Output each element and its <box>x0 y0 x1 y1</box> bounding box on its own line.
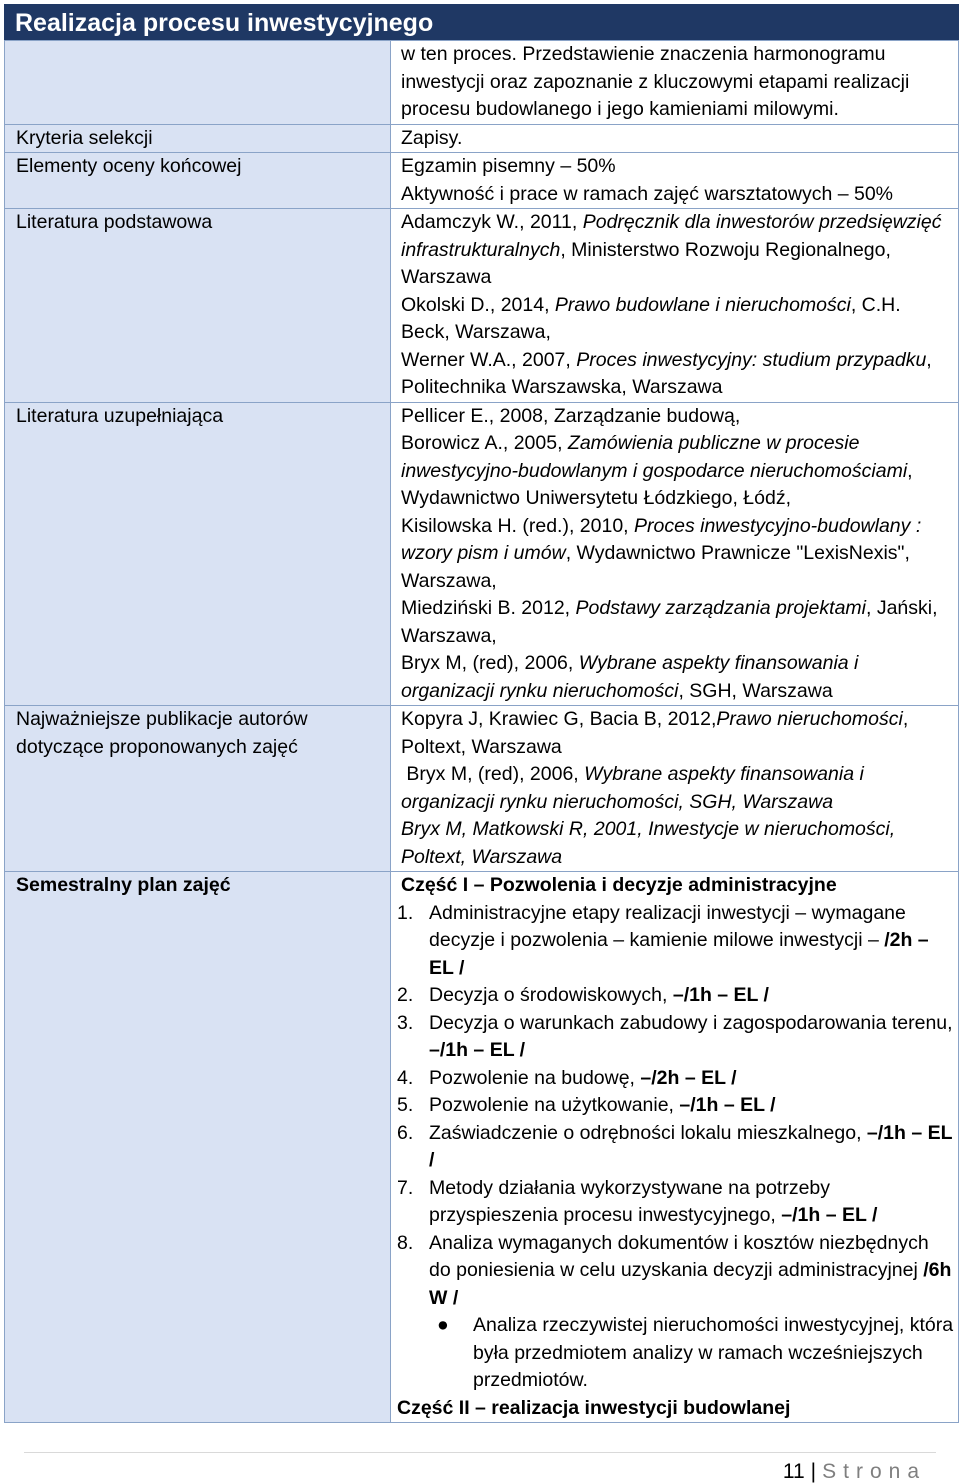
section-title: Realizacja procesu inwestycyjnego <box>4 4 959 40</box>
table-row <box>5 209 959 403</box>
table-row <box>5 872 959 1423</box>
kryteria-label: Kryteria selekcji <box>5 124 391 153</box>
elementy-line: Aktywność i prace w ramach zajęć warsztatowych – 50% <box>401 182 894 205</box>
list-item: 5. Pozwolenie na użytkowanie, –/1h – EL / <box>397 1094 776 1116</box>
table-row <box>5 153 959 209</box>
elementy-line: Egzamin pisemny – 50% <box>401 155 616 177</box>
plan-value <box>391 872 959 1423</box>
table-row <box>5 41 959 125</box>
reference-entry: Kopyra J, Krawiec G, Bacia B, 2012,Prawo nieruchomości, Poltext, Warszawa <box>401 708 909 758</box>
publikacje-value <box>391 706 959 872</box>
elementy-value <box>391 153 959 209</box>
table-row <box>5 402 959 706</box>
reference-entry: Bryx M, (red), 2006, Wybrane aspekty finansowania i organizacji rynku nieruchomości, SGH, Warszawa <box>401 652 859 702</box>
table-row <box>5 124 959 153</box>
reference-entry: Bryx M, Matkowski R, 2001, Inwestycje w nieruchomości, Poltext, Warszawa <box>401 818 896 868</box>
kryteria-value: Zapisy. <box>391 124 959 153</box>
lit-uzup-value <box>391 402 959 706</box>
footer-divider <box>24 1452 936 1453</box>
reference-entry: Kisilowska H. (red.), 2010, Proces inwestycyjno-budowlany : wzory pism i umów, Wydawnictwo Prawnicze "LexisNexis", Warszawa, <box>401 514 922 592</box>
reference-entry: Borowicz A., 2005, Zamówienia publiczne w procesie inwestycyjno-budowlanym i gospodarce nieruchomościami, Wydawnictwo Uniwersytetu Łódzkiego, Łódź, <box>401 432 913 509</box>
publikacje-label: Najważniejsze publikacje autorów dotyczące proponowanych zajęć <box>5 706 391 872</box>
elementy-label: Elementy oceny końcowej <box>5 153 391 209</box>
list-item: 8. Analiza wymaganych dokumentów i kosztów niezbędnych do poniesienia w celu uzyskania decyzji administracyjnej /6h W / <box>397 1231 952 1309</box>
plan-part-heading: Część I – Pozwolenia i decyzje administracyjne <box>401 874 837 896</box>
list-item: 7. Metody działania wykorzystywane na potrzeby przyspieszenia procesu inwestycyjnego, –/1h – EL / <box>397 1176 878 1226</box>
syllabus-table <box>4 40 959 1423</box>
page-number: 11 | Strona <box>782 1460 926 1483</box>
plan-part-heading: Część II – realizacja inwestycji budowlanej <box>397 1396 791 1419</box>
list-item: 3. Decyzja o warunkach zabudowy i zagospodarowania terenu, –/1h – EL / <box>397 1011 953 1061</box>
reference-entry: Adamczyk W., 2011, Podręcznik dla inwestorów przedsięwzięć infrastrukturalnych, Ministerstwo Rozwoju Regionalnego, Warszawa <box>401 211 942 288</box>
list-item: 4. Pozwolenie na budowę, –/2h – EL / <box>397 1066 737 1089</box>
reference-entry: Pellicer E., 2008, Zarządzanie budową, <box>401 404 741 427</box>
bullet-item: ● Analiza rzeczywistej nieruchomości inwestycyjnej, która była przedmiotem analizy w ramach wcześniejszych przedmiotów. <box>397 1312 954 1395</box>
table-row <box>5 706 959 872</box>
reference-entry: Bryx M, (red), 2006, Wybrane aspekty finansowania i organizacji rynku nieruchomości, SGH, Warszawa <box>401 763 864 813</box>
plan-label: Semestralny plan zajęć <box>5 872 391 1423</box>
label-cell <box>5 41 391 125</box>
list-item: 1. Administracyjne etapy realizacji inwestycji – wymagane decyzje i pozwolenia – kamienie milowe inwestycji – /2h – EL / <box>397 901 929 979</box>
list-item: 2. Decyzja o środowiskowych, –/1h – EL / <box>397 984 769 1006</box>
reference-entry: Miedziński B. 2012, Podstawy zarządzania projektami, Jański, Warszawa, <box>401 597 938 647</box>
list-item: 6. Zaświadczenie o odrębności lokalu mieszkalnego, –/1h – EL / <box>397 1121 953 1171</box>
bullet-icon: ● <box>437 1314 449 1336</box>
intro-cell: w ten proces. Przedstawienie znaczenia harmonogramu inwestycji oraz zapoznanie z kluczowymi etapami realizacji procesu budowlanego i jego kamieniami milowymi. <box>391 41 959 125</box>
lit-podst-label: Literatura podstawowa <box>5 209 391 403</box>
reference-entry: Werner W.A., 2007, Proces inwestycyjny: studium przypadku, Politechnika Warszawska, Warszawa <box>401 348 932 398</box>
reference-entry: Okolski D., 2014, Prawo budowlane i nieruchomości, C.H. Beck, Warszawa, <box>401 293 901 343</box>
lit-uzup-label: Literatura uzupełniająca <box>5 402 391 706</box>
document <box>4 4 959 1423</box>
lit-podst-value <box>391 209 959 403</box>
plan-list <box>397 900 954 1313</box>
